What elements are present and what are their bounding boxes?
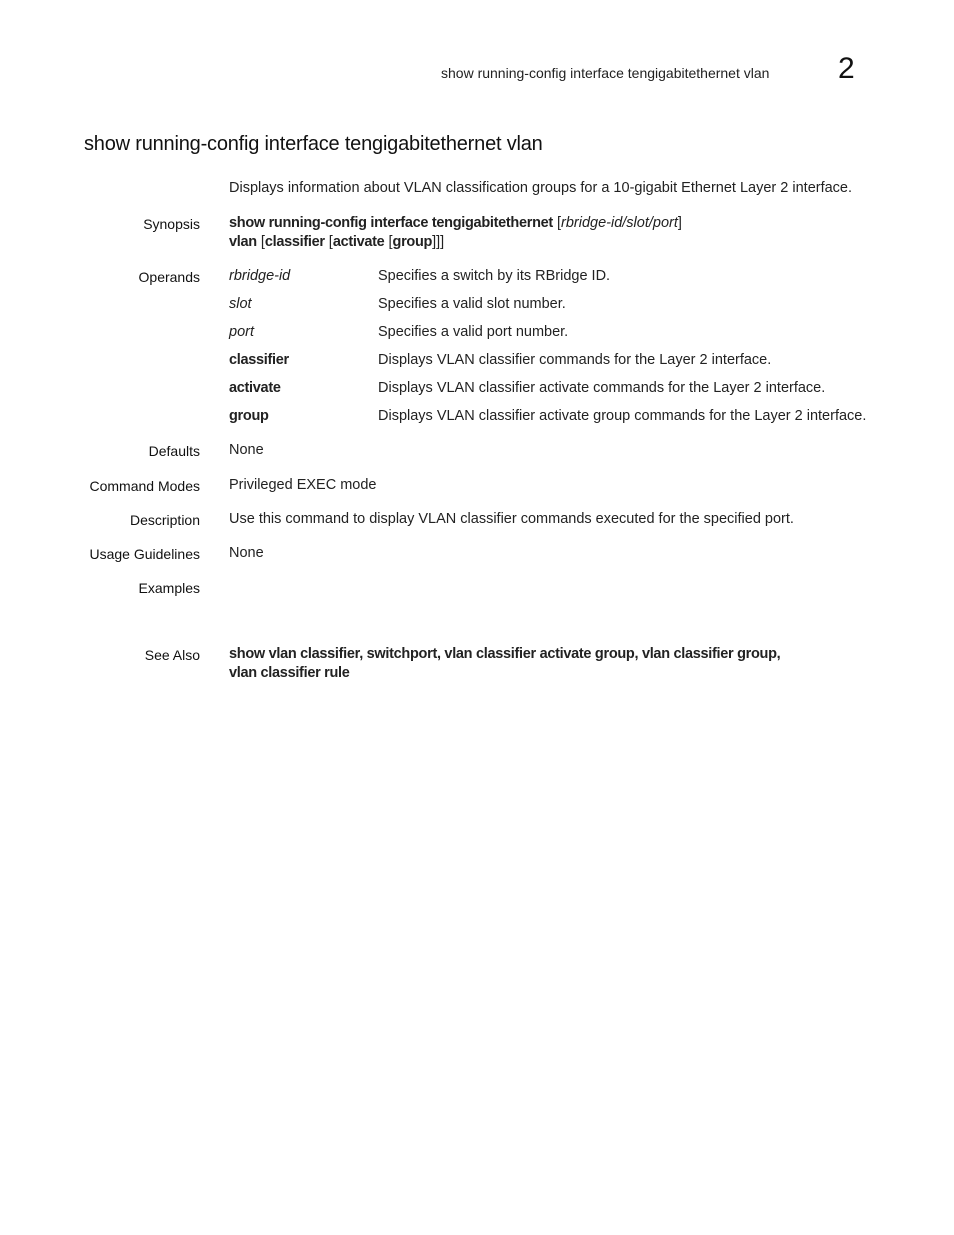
page-title: show running-config interface tengigabitethernet vlan xyxy=(84,133,543,155)
operand-name: rbridge-id xyxy=(229,268,291,284)
description-label: Description xyxy=(129,512,200,528)
synopsis-keyword-classifier: classifier xyxy=(264,234,325,250)
defaults-value: None xyxy=(229,442,264,458)
operand-name: port xyxy=(229,324,254,340)
chapter-number: 2 xyxy=(838,52,855,85)
operand-description: Specifies a valid slot number. xyxy=(378,296,566,312)
synopsis-line-1 xyxy=(229,215,682,231)
operand-description: Specifies a switch by its RBridge ID. xyxy=(378,268,611,284)
running-header-title: show running-config interface tengigabitethernet vlan xyxy=(441,65,770,81)
see-also-line-2: vlan classifier rule xyxy=(229,665,350,681)
synopsis-keyword-activate: activate xyxy=(332,234,385,250)
synopsis-bracket: [ xyxy=(256,234,265,250)
synopsis-keyword-group: group xyxy=(392,234,433,250)
operand-description: Displays VLAN classifier activate commands for the Layer 2 interface. xyxy=(378,380,826,396)
synopsis-label: Synopsis xyxy=(143,216,200,232)
synopsis-bracket: ] xyxy=(677,215,682,231)
synopsis-bracket: [ xyxy=(552,215,562,231)
command-modes-label: Command Modes xyxy=(89,478,200,494)
synopsis-bracket: [ xyxy=(384,234,393,250)
usage-guidelines-label: Usage Guidelines xyxy=(89,546,200,562)
operand-name: slot xyxy=(229,296,252,312)
description-value: Use this command to display VLAN classifier commands executed for the specified port. xyxy=(229,511,794,527)
synopsis-bracket: [ xyxy=(324,234,333,250)
usage-guidelines-value: None xyxy=(229,545,264,561)
operand-name: activate xyxy=(229,380,281,396)
operand-description: Displays VLAN classifier activate group commands for the Layer 2 interface. xyxy=(378,408,867,424)
operand-description: Displays VLAN classifier commands for the Layer 2 interface. xyxy=(378,352,772,368)
synopsis-bracket: ]]] xyxy=(432,234,445,250)
see-also-label: See Also xyxy=(144,647,200,663)
operand-description: Specifies a valid port number. xyxy=(378,324,569,340)
synopsis-command: show running-config interface tengigabitethernet xyxy=(229,215,553,231)
synopsis-keyword-vlan: vlan xyxy=(229,234,257,250)
defaults-label: Defaults xyxy=(148,443,200,459)
examples-label: Examples xyxy=(138,580,200,596)
see-also-line-1: show vlan classifier, switchport, vlan classifier activate group, vlan classifier group, xyxy=(229,646,781,662)
operand-name: classifier xyxy=(229,352,289,368)
command-summary: Displays information about VLAN classification groups for a 10-gigabit Ethernet Layer 2 interface. xyxy=(229,180,853,196)
operands-label: Operands xyxy=(138,269,200,285)
synopsis-line-2 xyxy=(229,234,444,250)
operand-name: group xyxy=(229,408,269,424)
synopsis-argument: rbridge-id/slot/port xyxy=(561,215,678,231)
command-modes-value: Privileged EXEC mode xyxy=(229,477,377,493)
